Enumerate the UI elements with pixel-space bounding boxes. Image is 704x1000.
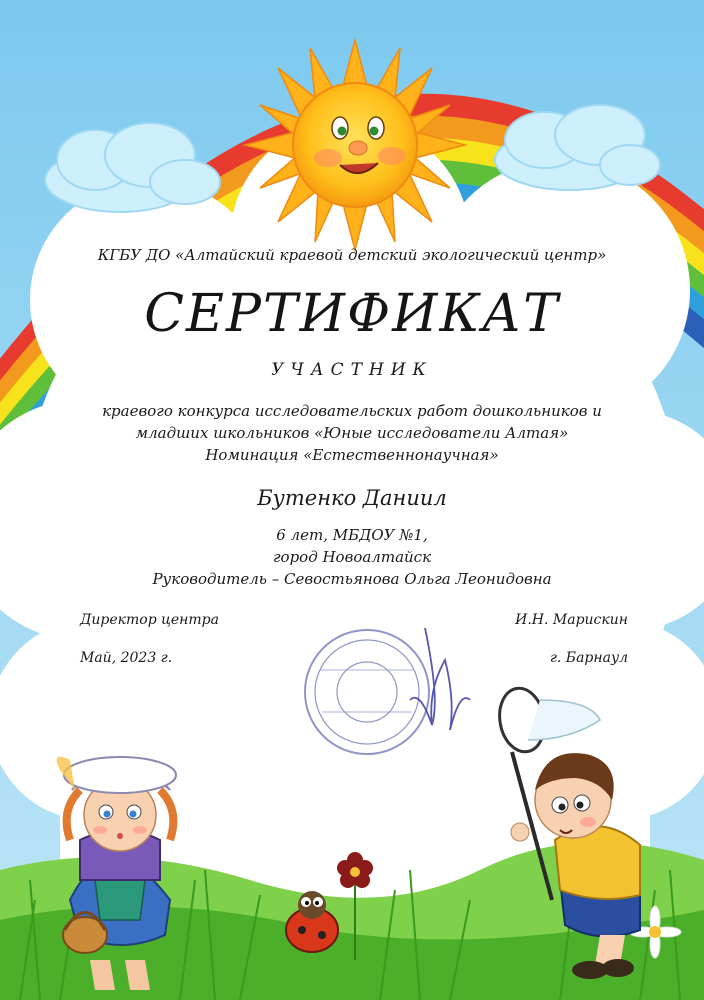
participant-name: Бутенко Даниил bbox=[257, 486, 447, 510]
issue-date: Май, 2023 г. bbox=[80, 650, 173, 666]
description-line: младших школьников «Юные исследователи Алтая» bbox=[135, 424, 569, 442]
participant-details bbox=[0, 524, 704, 590]
director-label: Директор центра bbox=[80, 612, 219, 628]
supervisor-line: Руководитель – Севостьянова Ольга Леонидовна bbox=[152, 570, 552, 588]
city-line: город Новоалтайск bbox=[272, 548, 432, 566]
age-school-line: 6 лет, МБДОУ №1, bbox=[276, 526, 428, 544]
contest-description bbox=[0, 400, 704, 466]
description-line: краевого конкурса исследовательских работ дошкольников и bbox=[102, 402, 602, 420]
nomination-line: Номинация «Естественнонаучная» bbox=[205, 446, 499, 464]
issue-city: г. Барнаул bbox=[549, 650, 628, 666]
director-name: И.Н. Марискин bbox=[515, 612, 628, 628]
participant-role: УЧАСТНИК bbox=[271, 360, 433, 380]
certificate-title: СЕРТИФИКАТ bbox=[144, 284, 560, 344]
organization-name: КГБУ ДО «Алтайский краевой детский экологический центр» bbox=[97, 246, 607, 264]
cloud-right-icon bbox=[495, 105, 660, 190]
